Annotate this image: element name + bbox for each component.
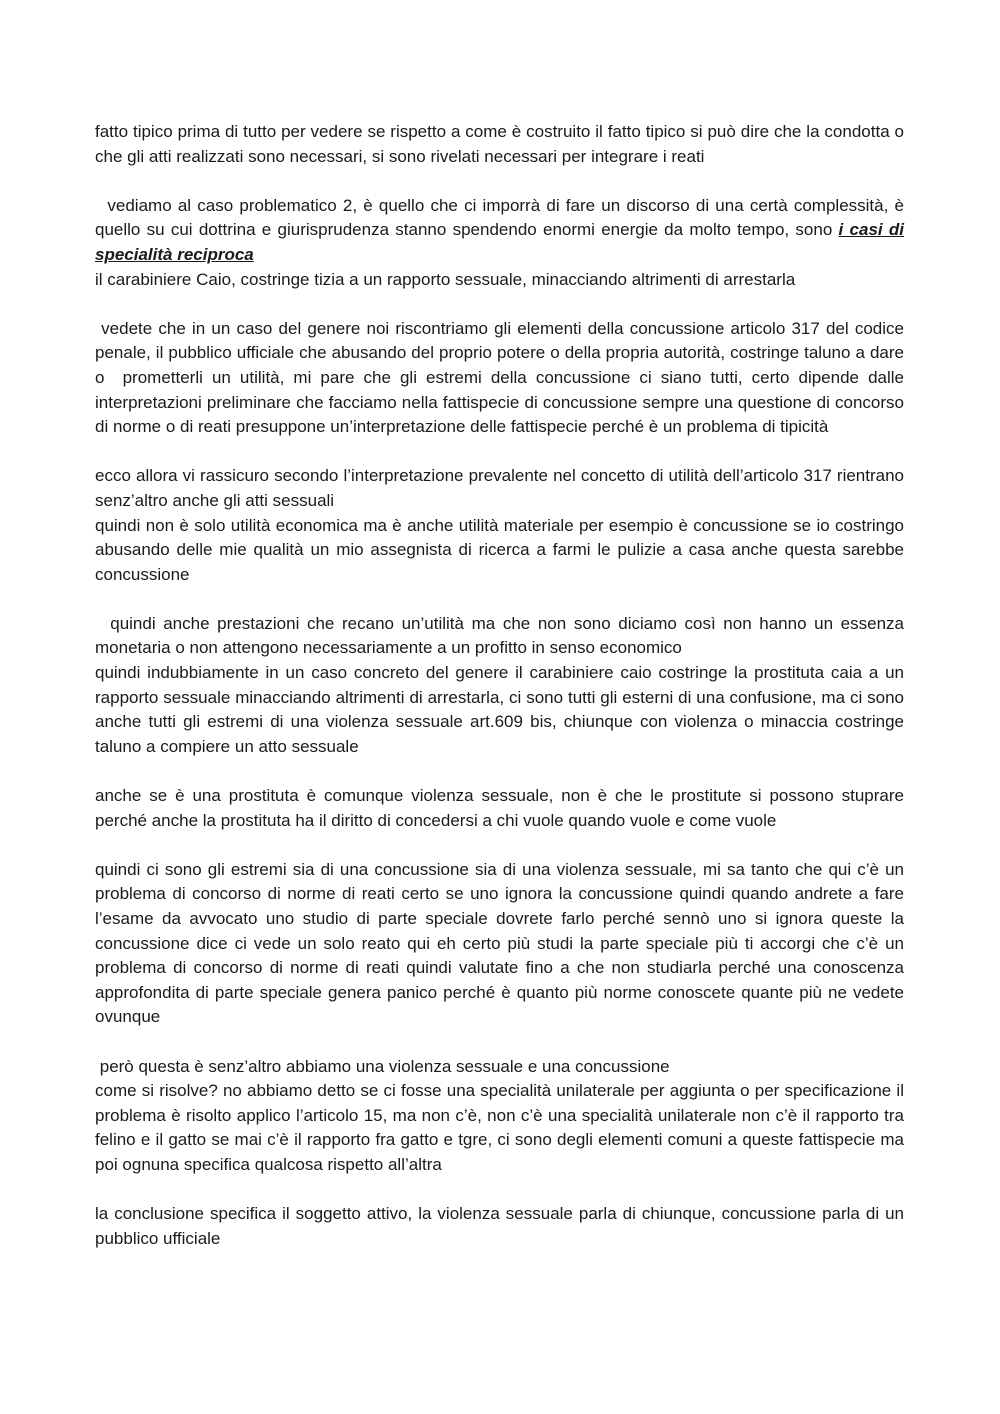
- paragraph: quindi anche prestazioni che recano un’utilità ma che non sono diciamo così non hanno un essenza monetaria o non attengono necessariamente a un profitto in senso economico: [95, 613, 909, 658]
- paragraph-gap: [95, 169, 904, 194]
- paragraph-gap: [95, 1030, 904, 1055]
- paragraph-gap: [95, 440, 904, 465]
- paragraph-text: vediamo al caso problematico 2, è quello che ci imporrà di fare un discorso di una certà complessità, è quello su cui dottrina e giurisprudenza stanno spendendo enormi energie da molto tempo, sono: [95, 195, 909, 240]
- paragraph: come si risolve? no abbiamo detto se ci fosse una specialità unilaterale per aggiunta o per specificazione il problema è risolto applico l’articolo 15, ma non c’è, non c’è una specialità unilaterale non c’è il rapporto tra felino e il gatto se mai c’è il rapporto fra gatto e tgre, ci sono degli elementi comuni a queste fattispecie ma poi ognuna specifica qualcosa rispetto all’altra: [95, 1081, 904, 1174]
- paragraph: anche se è una prostituta è comunque violenza sessuale, non è che le prostitute si possono stuprare perché anche la prostituta ha il diritto di concedersi a chi vuole quando vuole e come vuole: [95, 786, 904, 830]
- document-page: [95, 120, 909, 1251]
- paragraph-gap: [95, 1178, 904, 1203]
- paragraph: quindi non è solo utilità economica ma è anche utilità materiale per esempio è concussione se io costringo abusando delle mie qualità un mio assegnista di ricerca a farmi le pulizie a casa anche questa sarebbe concussione: [95, 515, 904, 584]
- paragraph: [95, 194, 909, 268]
- paragraph: vedete che in un caso del genere noi riscontriamo gli elementi della concussione articolo 317 del codice penale, il pubblico ufficiale che abusando del proprio potere o della propria autorità, costringe taluno a dare o prometterli un utilità, mi pare che gli estremi della concussione ci siano tutti, certo dipende dalle interpretazioni preliminare che facciamo nella fattispecie di concussione sempre una questione di concorso di norme o di reati presuppone un’interpretazione delle fattispecie perché è un problema di tipicità: [95, 318, 909, 437]
- paragraph-gap: [95, 833, 904, 858]
- emphasized-phrase: i casi di specialità reciproca: [95, 220, 904, 264]
- paragraph: il carabiniere Caio, costringe tizia a un rapporto sessuale, minacciando altrimenti di arrestarla: [95, 269, 796, 289]
- paragraph: fatto tipico prima di tutto per vedere se rispetto a come è costruito il fatto tipico si può dire che la condotta o che gli atti realizzati sono necessari, si sono rivelati necessari per integrare i reati: [95, 122, 904, 166]
- paragraph: però questa è senz’altro abbiamo una violenza sessuale e una concussione: [95, 1056, 670, 1076]
- paragraph-gap: [95, 292, 904, 317]
- paragraph: quindi indubbiamente in un caso concreto del genere il carabiniere caio costringe la prostituta caia a un rapporto sessuale minacciando altrimenti di arrestarla, ci sono tutti gli esterni di una confusione, ma ci sono anche tutti gli estremi di una violenza sessuale art.609 bis, chiunque con violenza o minaccia costringe taluno a compiere un atto sessuale: [95, 663, 904, 756]
- paragraph-gap: [95, 759, 904, 784]
- paragraph: quindi ci sono gli estremi sia di una concussione sia di una violenza sessuale, mi sa tanto che qui c’è un problema di concorso di norme di reati certo se uno ignora la concussione quindi quando andrete a fare l’esame da avvocato uno studio di parte speciale dovrete farlo perché sennò uno si ignora queste la concussione dice ci vede un solo reato qui eh certo più studi la parte speciale più ti accorgi che c’è un problema di concorso di norme di reati quindi valutate fino a che non studiarla perché una conoscenza approfondita di parte speciale genera panico perché è quanto più norme conoscete quante più ne vedete ovunque: [95, 859, 904, 1027]
- paragraph: ecco allora vi rassicuro secondo l’interpretazione prevalente nel concetto di utilità dell’articolo 317 rientrano senz’altro anche gli atti sessuali: [95, 466, 904, 510]
- paragraph: la conclusione specifica il soggetto attivo, la violenza sessuale parla di chiunque, concussione parla di un pubblico ufficiale: [95, 1204, 904, 1248]
- paragraph-gap: [95, 587, 904, 612]
